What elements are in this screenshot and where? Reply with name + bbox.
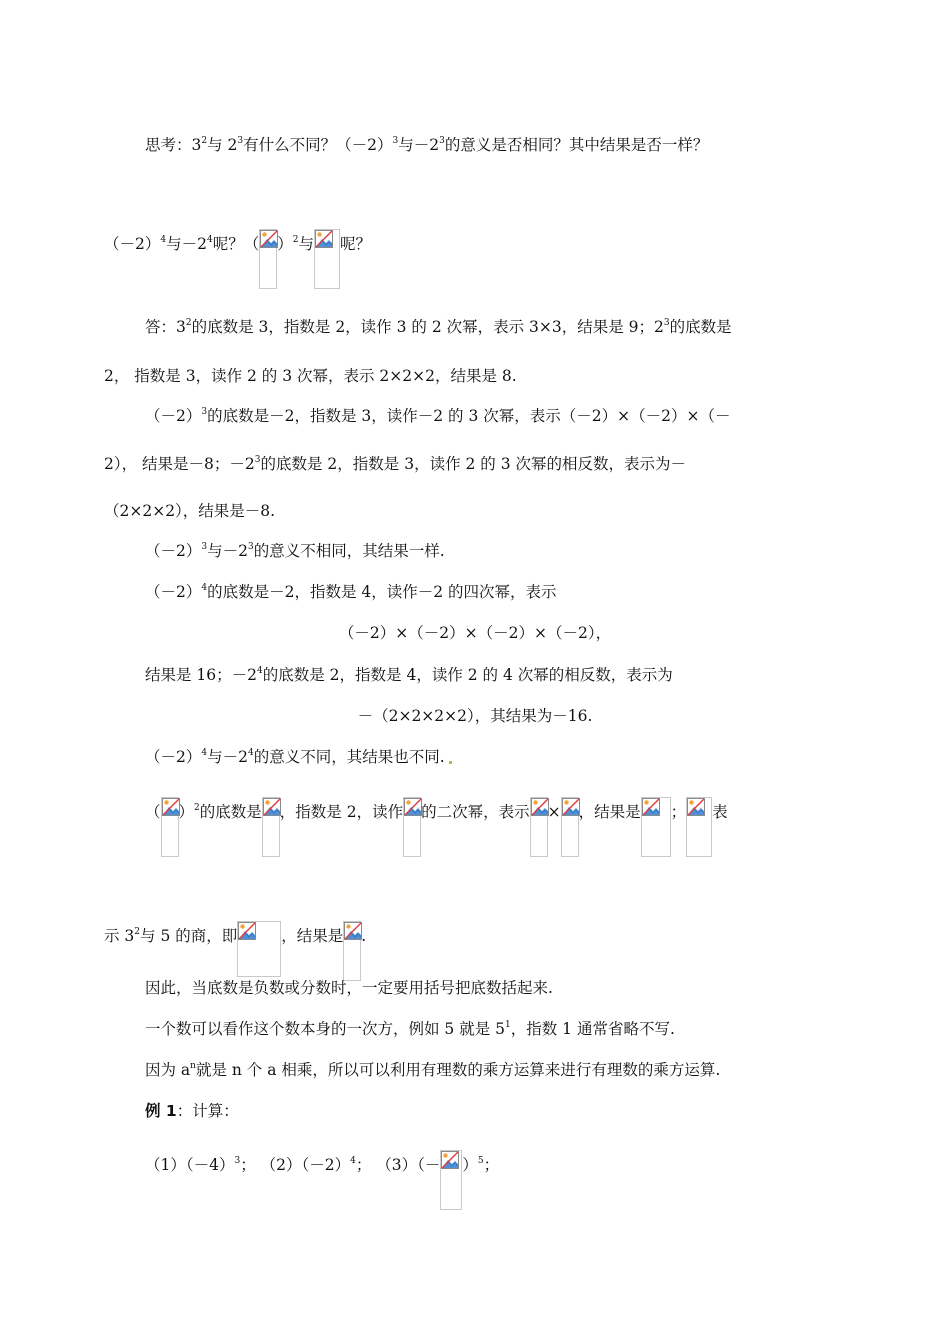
answer-line-3: $(-2)^3$的底数是－2，指数是 3，读作－2 的 3 次幂，表示（－2）×（－2）×（－: [145, 407, 731, 425]
answer-line-4: 2）， 结果是－8；$-2^3$的底数是 2，指数是 3，读作 2 的 3 次幂的相反数，表示为－: [104, 455, 687, 473]
paragraph-1: 因此，当底数是负数或分数时，一定要用括号把底数括起来.: [145, 979, 553, 997]
answer-line-2: 2， 指数是 3，读作 2 的 3 次幂，表示 2×2×2，结果是 8.: [104, 367, 517, 385]
answer-line-10: －（2×2×2×2），其结果为－16.: [357, 707, 593, 725]
paragraph-2: 一个数可以看作这个数本身的一次方，例如 5 就是 $5^1$，指数 1 通常省略不写.: [145, 1020, 675, 1038]
answer-line-13: 示 $3^2$与 5 的商，即 ，结果是 .: [104, 925, 366, 981]
broken-image-icon: [314, 229, 340, 289]
broken-image-icon: [262, 797, 280, 857]
broken-image-icon: [343, 921, 361, 981]
answer-line-12: （ ）$^2$的底数是 ，指数是 2，读作 的二次幂，表示 × ，结果是 ； 表: [145, 801, 728, 857]
answer-line-8: （－2）×（－2）×（－2）×（－2），: [338, 624, 612, 642]
broken-image-icon: [259, 229, 277, 289]
answer-line-6: $(-2)^3$与$-2^3$的意义不相同，其结果一样.: [145, 542, 445, 560]
broken-image-icon: [561, 797, 579, 857]
broken-image-icon: [440, 1150, 462, 1210]
paragraph-3: 因为 $a^n$就是 n 个 a 相乘，所以可以利用有理数的乘方运算来进行有理数的乘方运算.: [145, 1061, 721, 1079]
broken-image-icon: [161, 797, 179, 857]
broken-image-icon: [237, 921, 281, 977]
broken-image-icon: [641, 797, 671, 857]
answer-line-7: $(-2)^4$的底数是－2，指数是 4，读作－2 的四次幂，表示: [145, 583, 557, 601]
question-line-1: 思考：$3^2$与 $2^3$有什么不同？$(-2)^3$与$-2^3$的意义是否相同？其中结果是否一样？: [145, 136, 709, 154]
broken-image-icon: [686, 797, 712, 857]
broken-image-icon: [403, 797, 421, 857]
question-line-2: $(-2)^4$与$-2^4$呢？（ ）$^2$与 呢？: [104, 233, 371, 289]
stray-mark: [449, 761, 452, 764]
broken-image-icon: [530, 797, 548, 857]
answer-line-9: 结果是 16；$-2^4$的底数是 2，指数是 4，读作 2 的 4 次幂的相反数，表示为: [145, 666, 673, 684]
answer-line-5: （2×2×2），结果是－8.: [104, 502, 276, 520]
example-items: $(1)(-4)^3$； $(2)(-2)^4$； （3）（－ ）$^5$；: [145, 1154, 499, 1210]
answer-line-11: $(-2)^4$与$-2^4$的意义不同，其结果也不同.: [145, 746, 452, 768]
example-heading: 例 1：计算：: [145, 1102, 239, 1120]
answer-line-1: 答：$3^2$的底数是 3，指数是 2，读作 3 的 2 次幂，表示 3×3，结果是 9；$2^3$的底数是: [145, 318, 732, 336]
